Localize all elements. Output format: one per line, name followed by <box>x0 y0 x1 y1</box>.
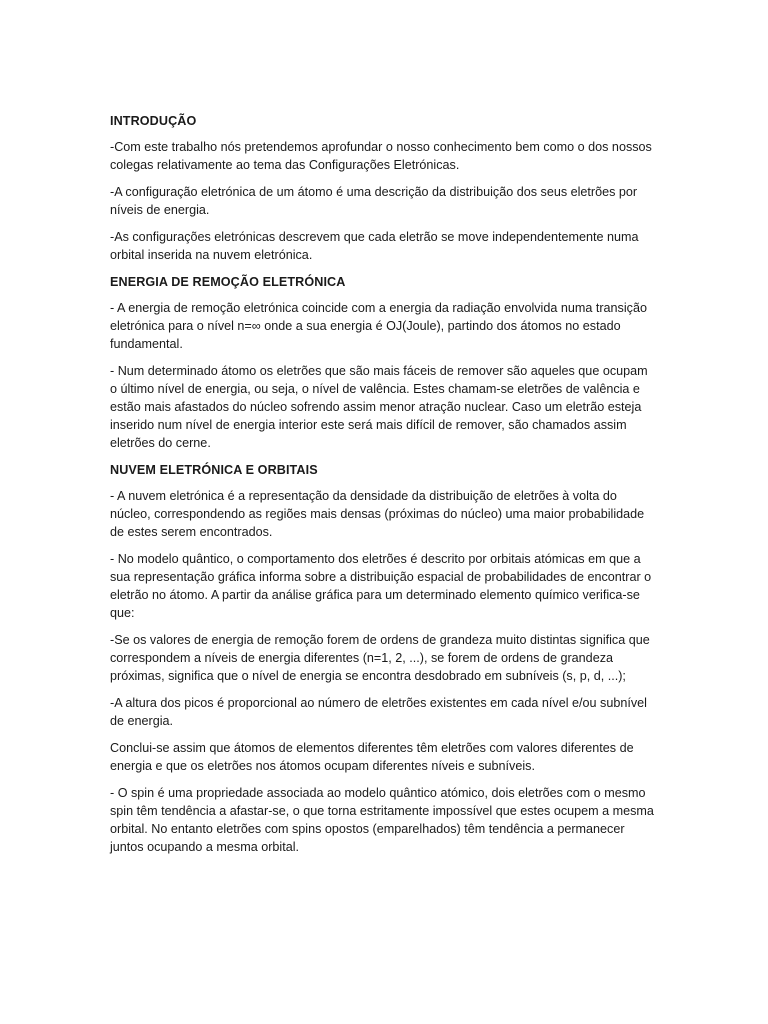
heading-nuvem-eletronica: NUVEM ELETRÓNICA E ORBITAIS <box>110 463 318 477</box>
paragraph: -A configuração eletrónica de um átomo é uma descrição da distribuição dos seus eletrões por níveis de energia. <box>110 185 638 217</box>
paragraph: -Com este trabalho nós pretendemos aprofundar o nosso conhecimento bem como o dos nossos colegas relativamente ao tema das Configurações Eletrónicas. <box>110 140 652 172</box>
paragraph: - Num determinado átomo os eletrões que são mais fáceis de remover são aqueles que ocupam o último nível de energia, ou seja, o nível de valência. Estes chamam-se eletrões de valência e estão mais afastados do núcleo sofrendo assim menor atração nuclear. Caso um eletrão esteja inserido num nível de energia interior este será mais difícil de remover, são chamados assim eletrões do cerne. <box>110 364 648 450</box>
heading-energia-de-remocao: ENERGIA DE REMOÇÃO ELETRÓNICA <box>110 275 346 289</box>
paragraph: - A nuvem eletrónica é a representação da densidade da distribuição de eletrões à volta do núcleo, correspondendo as regiões mais densas (próximas do núcleo) uma maior probabilidade de estes serem encontrados. <box>110 489 645 539</box>
paragraph: -A altura dos picos é proporcional ao número de eletrões existentes em cada nível e/ou subnível de energia. <box>110 696 647 728</box>
paragraph: - No modelo quântico, o comportamento dos eletrões é descrito por orbitais atómicas em que a sua representação gráfica informa sobre a distribuição espacial de probabilidades de encontrar o eletrão no átomo. A partir da análise gráfica para um determinado elemento químico verifica-se que: <box>110 552 652 620</box>
paragraph: -As configurações eletrónicas descrevem que cada eletrão se move independentemente numa orbital inserida na nuvem eletrónica. <box>110 230 639 262</box>
paragraph: - O spin é uma propriedade associada ao modelo quântico atómico, dois eletrões com o mesmo spin têm tendência a afastar-se, o que torna estritamente impossível que estes ocupem a mesma orbital. No entanto eletrões com spins opostos (emparelhados) têm tendência a permanecer juntos ocupando a mesma orbital. <box>110 786 654 854</box>
paragraph: -Se os valores de energia de remoção forem de ordens de grandeza muito distintas significa que correspondem a níveis de energia diferentes (n=1, 2, ...), se forem de ordens de grandeza próximas, significa que o nível de energia se encontra desdobrado em subníveis (s, p, d, ...); <box>110 633 650 683</box>
paragraph: Conclui-se assim que átomos de elementos diferentes têm eletrões com valores diferentes de energia e que os eletrões nos átomos ocupam diferentes níveis e subníveis. <box>110 741 634 773</box>
heading-introducao: INTRODUÇÃO <box>110 114 197 128</box>
paragraph: - A energia de remoção eletrónica coincide com a energia da radiação envolvida numa transição eletrónica para o nível n=∞ onde a sua energia é OJ(Joule), partindo dos átomos no estado fundamental. <box>110 301 647 351</box>
document-page <box>110 112 658 865</box>
